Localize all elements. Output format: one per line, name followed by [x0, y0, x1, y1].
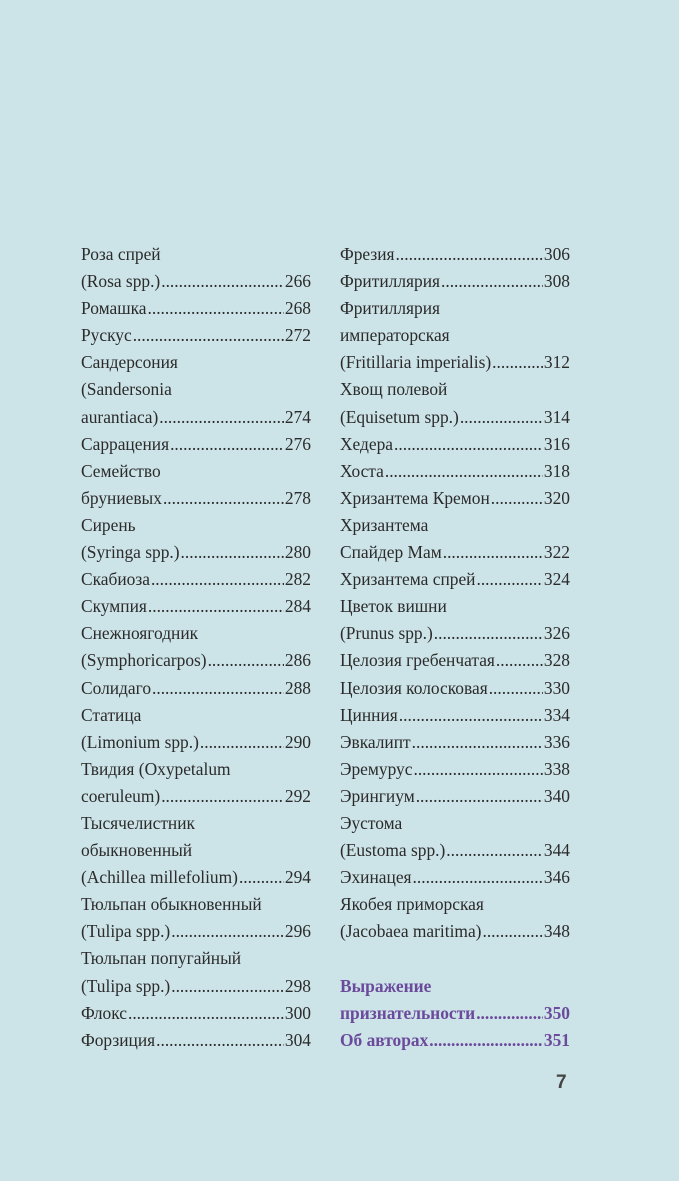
toc-leader-dots: [491, 485, 543, 512]
toc-leader-dots: [385, 458, 543, 485]
toc-leader-dots: [443, 539, 543, 566]
toc-entry-page: 292: [284, 785, 311, 806]
toc-leader-dots: [161, 783, 284, 810]
toc-entry-title: (Rosa spp.): [81, 271, 161, 292]
toc-leader-dots: [441, 268, 543, 295]
toc-entry[interactable]: [81, 539, 311, 566]
toc-entry: [81, 837, 311, 864]
toc-entry[interactable]: [81, 647, 311, 674]
toc-leader-dots: [171, 918, 284, 945]
toc-leader-dots: [476, 566, 542, 593]
toc-entry[interactable]: [340, 566, 570, 593]
toc-entry-page: 318: [543, 460, 570, 481]
toc-entry-title: Целозия колосковая: [340, 677, 488, 698]
toc-entry-title: Хризантема спрей: [340, 569, 476, 590]
toc-entry[interactable]: [81, 1027, 311, 1054]
toc-entry[interactable]: [81, 322, 311, 349]
toc-entry[interactable]: [81, 431, 311, 458]
toc-entry-page: 300: [284, 1002, 311, 1023]
toc-entry-page: 266: [284, 271, 311, 292]
toc-entry[interactable]: [81, 783, 311, 810]
toc-entry-title: (Syringa spp.): [81, 542, 180, 563]
toc-leader-dots: [476, 1000, 543, 1027]
toc-leader-dots: [396, 241, 543, 268]
toc-entry[interactable]: [340, 485, 570, 512]
toc-entry-title: Солидаго: [81, 677, 152, 698]
toc-entry-title: Эремурус: [340, 758, 413, 779]
toc-entry-page: 290: [284, 731, 311, 752]
toc-entry-page: 296: [284, 921, 311, 942]
toc-entry[interactable]: [340, 268, 570, 295]
toc-leader-dots: [399, 702, 543, 729]
toc-entry-page: 280: [284, 542, 311, 563]
toc-entry-title: Сирень: [81, 514, 136, 535]
toc-leader-dots: [412, 729, 543, 756]
toc-entry[interactable]: [340, 1027, 570, 1054]
toc-leader-dots: [200, 729, 284, 756]
toc-entry-title: Снежноягодник: [81, 623, 199, 644]
toc-entry[interactable]: [340, 783, 570, 810]
toc-entry[interactable]: [81, 295, 311, 322]
toc-entry-page: 308: [543, 271, 570, 292]
toc-entry[interactable]: [340, 729, 570, 756]
toc-leader-dots: [460, 404, 543, 431]
toc-leader-dots: [161, 268, 284, 295]
toc-leader-dots: [429, 1027, 543, 1054]
toc-entry-title: Спайдер Мам: [340, 542, 442, 563]
toc-entry: [81, 512, 311, 539]
toc-leader-dots: [434, 620, 543, 647]
toc-leader-dots: [208, 647, 284, 674]
toc-entry-title: Форзиция: [81, 1029, 156, 1050]
toc-entry: [340, 810, 570, 837]
toc-entry-page: 351: [543, 1029, 570, 1050]
toc-entry-page: 326: [543, 623, 570, 644]
toc-entry-page: 274: [284, 406, 311, 427]
toc-leader-dots: [171, 973, 284, 1000]
toc-entry[interactable]: [340, 675, 570, 702]
toc-leader-dots: [159, 404, 284, 431]
toc-leader-dots: [496, 647, 543, 674]
toc-entry-page: 322: [543, 542, 570, 563]
toc-entry-title: (Limonium spp.): [81, 731, 199, 752]
toc-entry-title: Об авторах: [340, 1029, 429, 1050]
toc-entry: [81, 376, 311, 403]
toc-entry-title: aurantiaca): [81, 406, 159, 427]
toc-entry[interactable]: [340, 349, 570, 376]
toc-entry-title: бруниевых: [81, 487, 162, 508]
toc-entry[interactable]: [81, 404, 311, 431]
toc-entry: [340, 295, 570, 322]
toc-entry-title: Хризантема Кремон: [340, 487, 490, 508]
toc-entry: [81, 891, 311, 918]
toc-entry-page: 314: [543, 406, 570, 427]
toc-entry-page: 328: [543, 650, 570, 671]
toc-spacer: [340, 945, 570, 972]
toc-entry[interactable]: [340, 702, 570, 729]
toc-entry: [340, 376, 570, 403]
toc-leader-dots: [148, 295, 284, 322]
toc-entry-title: Эустома: [340, 812, 403, 833]
toc-entry[interactable]: [340, 837, 570, 864]
toc-entry[interactable]: [81, 268, 311, 295]
toc-entry-title: (Sandersonia: [81, 379, 172, 400]
toc-entry: [81, 810, 311, 837]
toc-entry-page: 312: [543, 352, 570, 373]
toc-entry[interactable]: [340, 431, 570, 458]
toc-entry-title: Тюльпан попугайный: [81, 948, 242, 969]
toc-entry[interactable]: [81, 675, 311, 702]
toc-entry[interactable]: [340, 647, 570, 674]
toc-leader-dots: [413, 756, 542, 783]
toc-leader-dots: [413, 864, 543, 891]
page-number: 7: [556, 1072, 567, 1093]
toc-entry-title: Флокс: [81, 1002, 127, 1023]
toc-entry[interactable]: [340, 404, 570, 431]
toc-entry-title: Целозия гребенчатая: [340, 650, 495, 671]
toc-column-right: [340, 241, 570, 1054]
toc-entry-title: Твидия (Oxypetalum: [81, 758, 231, 779]
toc-entry[interactable]: [340, 756, 570, 783]
toc-entry[interactable]: [340, 864, 570, 891]
toc-entry[interactable]: [340, 458, 570, 485]
toc-leader-dots: [128, 1000, 284, 1027]
toc-entry-title: признательности: [340, 1002, 476, 1023]
toc-entry-title: императорская: [340, 325, 450, 346]
toc-entry[interactable]: [81, 864, 311, 891]
toc-leader-dots: [156, 1027, 284, 1054]
toc-leader-dots: [148, 593, 284, 620]
toc-entry-title: (Fritillaria imperialis): [340, 352, 492, 373]
toc-entry-page: 304: [284, 1029, 311, 1050]
toc-entry[interactable]: [81, 1000, 311, 1027]
toc-entry-title: Скумпия: [81, 596, 147, 617]
toc-entry-title: Сандерсония: [81, 352, 178, 373]
toc-entry-title: Хризантема: [340, 514, 429, 535]
toc-entry: [81, 756, 311, 783]
toc-entry-title: Ромашка: [81, 298, 147, 319]
toc-entry: [81, 702, 311, 729]
toc-entry-title: обыкновенный: [81, 840, 193, 861]
toc-entry[interactable]: [340, 539, 570, 566]
toc-entry-page: 324: [543, 569, 570, 590]
toc-leader-dots: [239, 864, 284, 891]
toc-entry-title: (Symphoricarpos): [81, 650, 207, 671]
toc-leader-dots: [152, 675, 284, 702]
toc-entry-page: 298: [284, 975, 311, 996]
toc-entry-page: 294: [284, 867, 311, 888]
toc-entry-page: 350: [543, 1002, 570, 1023]
toc-entry-page: 316: [543, 433, 570, 454]
toc-entry: [81, 945, 311, 972]
toc-entry-title: Рускус: [81, 325, 132, 346]
toc-entry-title: Якобея приморская: [340, 894, 484, 915]
toc-entry-title: (Tulipa spp.): [81, 975, 171, 996]
toc-leader-dots: [394, 431, 543, 458]
toc-entry-page: 338: [543, 758, 570, 779]
toc-leader-dots: [492, 349, 543, 376]
toc-leader-dots: [163, 485, 284, 512]
toc-entry[interactable]: [81, 566, 311, 593]
toc-entry[interactable]: [81, 973, 311, 1000]
toc-entry[interactable]: [340, 1000, 570, 1027]
toc-leader-dots: [170, 431, 284, 458]
toc-entry-title: Скабиоза: [81, 569, 150, 590]
toc-entry-page: 330: [543, 677, 570, 698]
toc-entry: [81, 620, 311, 647]
toc-entry-page: 334: [543, 704, 570, 725]
toc-entry-title: coeruleum): [81, 785, 161, 806]
toc-entry-title: (Jacobaea maritima): [340, 921, 482, 942]
toc-entry-title: Статица: [81, 704, 142, 725]
toc-entry: [340, 322, 570, 349]
toc-entry-page: 346: [543, 867, 570, 888]
toc-entry-page: 288: [284, 677, 311, 698]
toc-column-left: [81, 241, 311, 1054]
toc-entry-title: Семейство: [81, 460, 161, 481]
toc-entry-page: 340: [543, 785, 570, 806]
toc-leader-dots: [181, 539, 284, 566]
toc-entry-title: Выражение: [340, 975, 432, 996]
toc-entry-title: Цинния: [340, 704, 398, 725]
toc-entry[interactable]: [81, 729, 311, 756]
toc-entry-page: 272: [284, 325, 311, 346]
toc-leader-dots: [446, 837, 543, 864]
toc-leader-dots: [151, 566, 284, 593]
toc-entry-page: 268: [284, 298, 311, 319]
toc-entry[interactable]: [340, 918, 570, 945]
toc-entry: [340, 973, 570, 1000]
toc-entry[interactable]: [81, 485, 311, 512]
toc-entry: [81, 458, 311, 485]
toc-entry: [340, 593, 570, 620]
toc-entry-title: Фритиллярия: [340, 271, 441, 292]
toc-entry: [81, 241, 311, 268]
toc-entry-title: (Achillea millefolium): [81, 867, 238, 888]
toc-entry[interactable]: [81, 918, 311, 945]
toc-leader-dots: [416, 783, 543, 810]
toc-entry-page: 306: [543, 244, 570, 264]
toc-entry-page: 284: [284, 596, 311, 617]
toc-entry-page: 348: [543, 921, 570, 942]
toc-entry[interactable]: [340, 620, 570, 647]
toc-entry-title: Хедера: [340, 433, 394, 454]
toc-entry-title: (Prunus spp.): [340, 623, 433, 644]
toc-entry[interactable]: [81, 593, 311, 620]
toc-entry[interactable]: [340, 241, 570, 268]
toc-entry-page: 286: [284, 650, 311, 671]
toc-leader-dots: [133, 322, 284, 349]
toc-leader-dots: [489, 675, 543, 702]
toc-entry-page: 278: [284, 487, 311, 508]
toc-entry-title: Эрингиум: [340, 785, 415, 806]
toc-entry-title: Роза спрей: [81, 244, 161, 264]
toc-entry-title: Цветок вишни: [340, 596, 447, 617]
toc-entry-title: (Equisetum spp.): [340, 406, 459, 427]
toc-entry: [81, 349, 311, 376]
toc-entry-page: 282: [284, 569, 311, 590]
toc-entry-title: (Tulipa spp.): [81, 921, 171, 942]
toc-entry: [340, 891, 570, 918]
toc-entry-title: Фрезия: [340, 244, 395, 264]
toc-entry-title: Эвкалипт: [340, 731, 411, 752]
toc-entry-page: 344: [543, 840, 570, 861]
toc-entry-title: Хвощ полевой: [340, 379, 448, 400]
toc-entry-title: Эхинацея: [340, 867, 412, 888]
toc-entry-page: 320: [543, 487, 570, 508]
toc-entry: [340, 512, 570, 539]
toc-entry-title: Тысячелистник: [81, 812, 195, 833]
toc-entry-title: Саррацения: [81, 433, 170, 454]
toc-leader-dots: [482, 918, 542, 945]
toc-entry-title: Тюльпан обыкновенный: [81, 894, 262, 915]
toc-entry-title: Хоста: [340, 460, 384, 481]
toc-entry-page: 336: [543, 731, 570, 752]
toc-entry-title: (Eustoma spp.): [340, 840, 446, 861]
toc-entry-title: Фритиллярия: [340, 298, 441, 319]
toc-entry-page: 276: [284, 433, 311, 454]
